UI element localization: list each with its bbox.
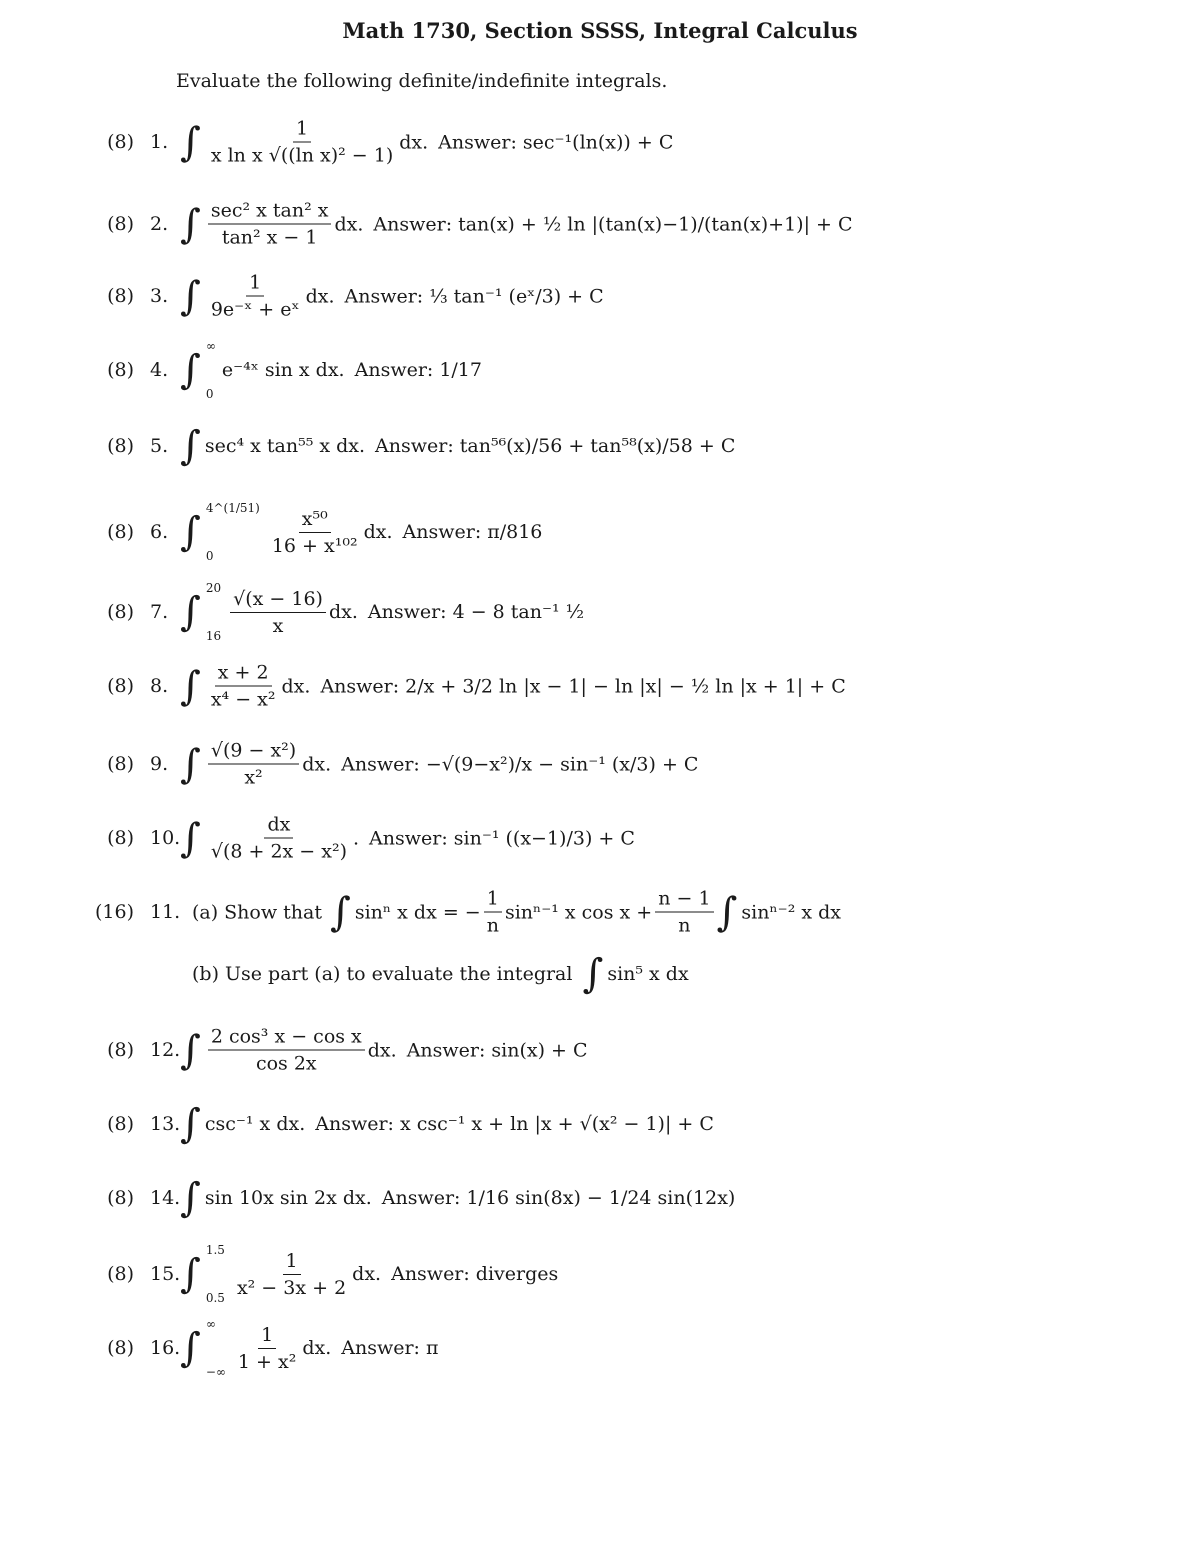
problem-number: 14. (150, 1187, 181, 1209)
problem-points: (8) (107, 213, 134, 235)
denominator: x (272, 614, 284, 637)
problem-number: 3. (150, 285, 169, 307)
integrand-tail: dx. (305, 285, 335, 307)
integrand-tail: . (353, 827, 360, 849)
integral-sign-icon: ∫ (716, 889, 738, 935)
integrand-tail: dx. (363, 521, 393, 543)
integrand-tail: dx. (302, 753, 332, 775)
page-title: Math 1730, Section SSSS, Integral Calculus (342, 18, 858, 43)
problem-row (0, 810, 1200, 866)
problem-number: 7. (150, 601, 169, 623)
denominator: 9e⁻ˣ + eˣ (210, 298, 300, 321)
problem-points: (8) (107, 1337, 134, 1359)
upper-limit: 4^(1/51) (205, 501, 260, 515)
integrand-fraction (269, 508, 361, 557)
integrand-fraction (234, 1250, 349, 1299)
part-b-text: Use part (a) to evaluate the integral (225, 963, 573, 985)
problem-points: (8) (107, 285, 134, 307)
problem-points: (8) (107, 359, 134, 381)
integrand-tail: e⁻⁴ˣ sin x dx. (221, 359, 345, 381)
problem-number: 1. (150, 131, 169, 153)
integrand-fraction (230, 588, 326, 637)
part-b-label: (b) (192, 963, 219, 985)
integrand-tail: dx. (328, 601, 358, 623)
answer-label: Answer: (320, 675, 400, 697)
answer-value: π/816 (487, 521, 543, 543)
numerator: 1 (258, 1324, 276, 1349)
integral-sign-icon: ∫ (180, 1027, 201, 1073)
problem-row (0, 581, 1200, 643)
integrand-tail: dx. (334, 213, 364, 235)
answer-value: 1/16 sin(8x) − 1/24 sin(12x) (466, 1187, 736, 1209)
answer-label: Answer: (391, 1263, 470, 1285)
answer-value: 1/17 (439, 359, 482, 381)
upper-limit: 20 (205, 581, 222, 595)
numerator: 1 (293, 118, 311, 143)
answer-label: Answer: (373, 213, 453, 235)
problem-row (0, 658, 1200, 714)
answer-value: −√(9−x²)/x − sin⁻¹ (x/3) + C (425, 753, 699, 775)
answer-value: π (425, 1337, 439, 1359)
numerator: √(x − 16) (230, 588, 326, 613)
integrand-tail: dx. (302, 1337, 332, 1359)
numerator: 1 (283, 1250, 301, 1275)
part-a-mid: sinⁿ⁻¹ x cos x + (504, 901, 653, 923)
problem-expression (180, 423, 736, 469)
integral-limits (206, 1243, 225, 1305)
denominator: x⁴ − x² (210, 688, 276, 711)
integral-sign-icon: ∫ (180, 1325, 201, 1371)
integral-sign-icon: ∫ (180, 815, 201, 861)
integrand-tail: dx. (367, 1039, 397, 1061)
integrand-fraction (208, 118, 396, 167)
numerator: 2 cos³ x − cos x (208, 1026, 365, 1051)
answer-value: x csc⁻¹ x + ln |x + √(x² − 1)| + C (399, 1113, 714, 1135)
integrand-fraction (208, 200, 332, 249)
problem-row (0, 1096, 1200, 1152)
integrand-fraction (235, 1324, 299, 1373)
problem-points: (8) (107, 1263, 134, 1285)
problem-number: 5. (150, 435, 169, 457)
integral-sign-icon: ∫ (180, 347, 201, 393)
part-a-label: (a) (192, 901, 219, 923)
problem-expression (180, 200, 853, 249)
lower-limit: 0 (205, 549, 214, 563)
problem-row (0, 1317, 1200, 1379)
problem-11b (0, 946, 1200, 1002)
integral-limits (206, 1317, 226, 1379)
problem-11a: (a) Show that ∫ sinⁿ x dx = − $\frac{1}{n}$ sinⁿ⁻¹ x cos x + $\frac{n - 1}{n}$ ∫ sinⁿ⁻² x dx (192, 887, 841, 937)
integral-sign-icon: ∫ (180, 589, 201, 635)
problem-points: (8) (107, 521, 134, 543)
problem-number: 9. (150, 753, 169, 775)
integral-sign-icon: ∫ (330, 889, 351, 935)
denominator: √(8 + 2x − x²) (210, 840, 347, 863)
integral-sign-icon: ∫ (180, 741, 201, 787)
integral-sign-icon: ∫ (180, 1101, 201, 1147)
integral-sign-icon: ∫ (180, 663, 201, 709)
problem-points: (8) (107, 601, 134, 623)
problem-expression (180, 501, 542, 563)
numerator: dx (264, 814, 293, 839)
part-a-text: Show that (224, 901, 322, 923)
problem-expression (180, 1317, 438, 1379)
problem-number: 4. (150, 359, 169, 381)
answer-label: Answer: (375, 435, 454, 457)
problem-expression (180, 581, 584, 643)
denominator: x ln x √((ln x)² − 1) (210, 144, 394, 167)
answer-value: 2/x + 3/2 ln |x − 1| − ln |x| − ½ ln |x + 1| + C (405, 675, 846, 697)
problem-expression (180, 118, 673, 167)
answer-label: Answer: (438, 131, 517, 153)
denominator: 16 + x¹⁰² (271, 534, 358, 557)
problem-number: 2. (150, 213, 169, 235)
problem-row (0, 196, 1200, 252)
denominator: x² − 3x + 2 (236, 1276, 347, 1299)
integrand-tail: dx. (399, 131, 429, 153)
answer-label: Answer: (354, 359, 434, 381)
answer-label: Answer: (402, 521, 482, 543)
problem-row (0, 1022, 1200, 1078)
problem-number: 11. (150, 901, 181, 923)
answer-value: sec⁻¹(ln(x)) + C (522, 131, 674, 153)
lower-limit: 0.5 (205, 1291, 225, 1305)
integrand-fraction (208, 740, 299, 789)
problem-row (0, 114, 1200, 170)
integrand-fraction (208, 1026, 365, 1075)
problem-points: (8) (107, 827, 134, 849)
part-a-rhs: sinⁿ⁻² x dx (741, 901, 841, 923)
answer-value: sin⁻¹ ((x−1)/3) + C (453, 827, 635, 849)
problem-number: 13. (150, 1113, 181, 1135)
answer-value: diverges (475, 1263, 559, 1285)
answer-label: Answer: (341, 753, 420, 775)
integrand-tail: sec⁴ x tan⁵⁵ x dx. (204, 435, 366, 457)
answer-value: tan⁵⁶(x)/56 + tan⁵⁸(x)/58 + C (459, 435, 736, 457)
problem-row (0, 418, 1200, 474)
denominator: cos 2x (255, 1052, 317, 1075)
integral-sign-icon: ∫ (180, 423, 201, 469)
numerator: √(9 − x²) (208, 740, 299, 765)
problem-expression (180, 1243, 558, 1305)
integrand-tail: sin 10x sin 2x dx. (204, 1187, 372, 1209)
problem-expression (180, 814, 635, 863)
problem-points: (8) (107, 1113, 134, 1135)
problem-number: 8. (150, 675, 169, 697)
answer-value: ⅓ tan⁻¹ (eˣ/3) + C (429, 285, 604, 307)
integral-sign-icon: ∫ (180, 1175, 201, 1221)
answer-label: Answer: (369, 827, 448, 849)
integrand-fraction (208, 814, 350, 863)
integral-limits (206, 581, 221, 643)
problem-number: 10. (150, 827, 181, 849)
answer-label: Answer: (406, 1039, 486, 1061)
integrand-tail: dx. (281, 675, 311, 697)
answer-value: sin(x) + C (491, 1039, 588, 1061)
upper-limit: ∞ (205, 339, 216, 353)
problem-expression (180, 272, 604, 321)
answer-label: Answer: (381, 1187, 461, 1209)
denominator: tan² x − 1 (221, 226, 318, 249)
answer-label: Answer: (341, 1337, 420, 1359)
problem-11 (0, 884, 1200, 940)
denominator: 1 + x² (237, 1350, 297, 1373)
part-b-integrand: sin⁵ x dx (607, 963, 689, 985)
answer-label: Answer: (344, 285, 424, 307)
answer-label: Answer: (315, 1113, 394, 1135)
problem-points: (8) (107, 1187, 134, 1209)
fraction: $\frac{n - 1}{n}$ (655, 888, 713, 937)
problem-expression (180, 1101, 714, 1147)
problem-row (0, 268, 1200, 324)
problem-number: 15. (150, 1263, 181, 1285)
problem-expression (180, 740, 698, 789)
answer-value: tan(x) + ½ ln |(tan(x)−1)/(tan(x)+1)| + C (458, 213, 853, 235)
problem-number: 16. (150, 1337, 181, 1359)
problem-expression (180, 662, 846, 711)
problem-number: 6. (150, 521, 169, 543)
problem-points: (8) (107, 753, 134, 775)
instructions: Evaluate the following definite/indefinite integrals. (176, 70, 668, 92)
numerator: 1 (246, 272, 264, 297)
numerator: x + 2 (215, 662, 272, 687)
problem-row (0, 1243, 1200, 1305)
integral-sign-icon: ∫ (180, 273, 201, 319)
integral-sign-icon: ∫ (180, 509, 201, 555)
integrand-tail: csc⁻¹ x dx. (204, 1113, 306, 1135)
numerator: sec² x tan² x (208, 200, 332, 225)
problem-number: 12. (150, 1039, 181, 1061)
integral-sign-icon: ∫ (180, 201, 201, 247)
answer-label: Answer: (367, 601, 447, 623)
numerator: x⁵⁰ (299, 508, 331, 533)
integral-sign-icon: ∫ (582, 951, 604, 997)
integral-limits (206, 501, 260, 563)
integral-sign-icon: ∫ (180, 1251, 201, 1297)
integrand-fraction (208, 662, 279, 711)
fraction: $\frac{1}{n}$ (484, 888, 502, 937)
answer-value: 4 − 8 tan⁻¹ ½ (452, 601, 585, 623)
problem-row (0, 1170, 1200, 1226)
problem-points: (8) (107, 1039, 134, 1061)
integrand-tail: dx. (352, 1263, 382, 1285)
problem-row (0, 339, 1200, 401)
part-a-lhs: sinⁿ x dx = (354, 901, 459, 923)
integrand-fraction (208, 272, 303, 321)
problem-expression (180, 1175, 736, 1221)
problem-points: (8) (107, 435, 134, 457)
lower-limit: 0 (205, 387, 214, 401)
lower-limit: −∞ (205, 1365, 226, 1379)
integral-limits (206, 339, 216, 401)
problem-points: (8) (107, 131, 134, 153)
integral-sign-icon: ∫ (180, 119, 201, 165)
problem-points: (8) (107, 675, 134, 697)
lower-limit: 16 (205, 629, 222, 643)
upper-limit: ∞ (205, 1317, 216, 1331)
upper-limit: 1.5 (205, 1243, 225, 1257)
problem-expression (180, 339, 482, 401)
problem-expression (180, 1026, 588, 1075)
denominator: x² (244, 766, 263, 789)
problem-row (0, 501, 1200, 563)
problem-row (0, 736, 1200, 792)
problem-points: (16) (94, 901, 134, 923)
